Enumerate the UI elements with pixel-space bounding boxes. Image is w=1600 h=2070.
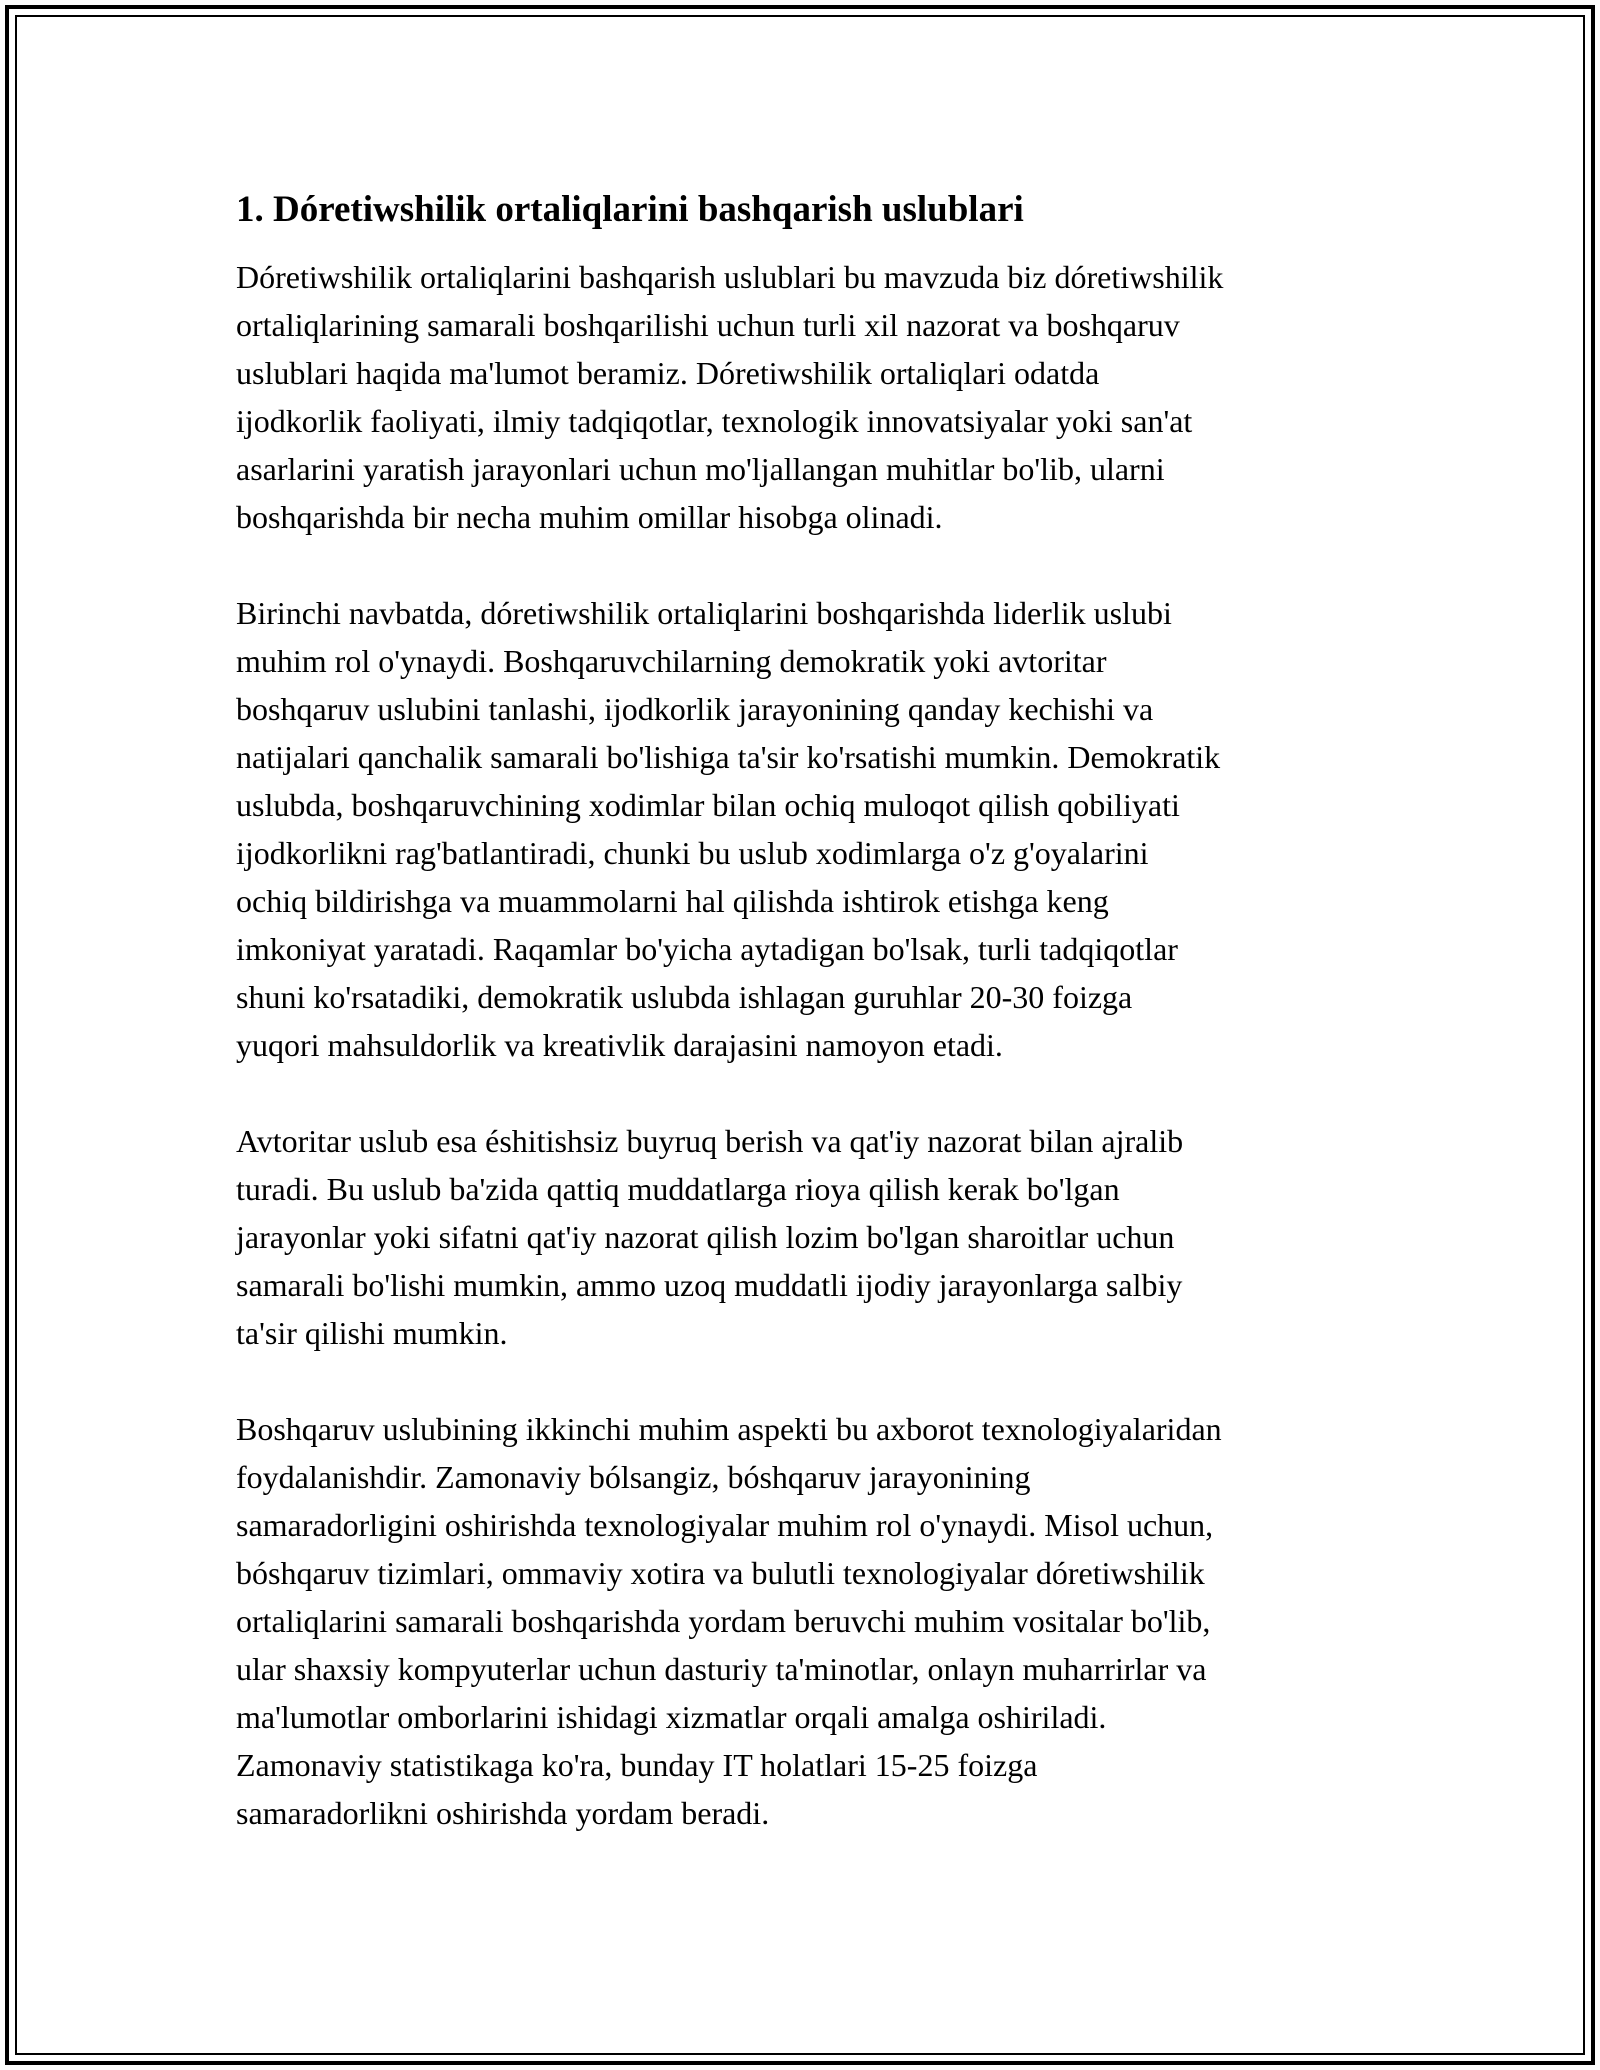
text-line: Zamonaviy statistikaga ko'ra, bunday IT holatlari 15-25 foizga: [236, 1747, 1038, 1783]
text-line: Avtoritar uslub esa éshitishsiz buyruq berish va qat'iy nazorat bilan ajralib: [236, 1123, 1184, 1159]
text-line: samaradorlikni oshirishda yordam beradi.: [236, 1795, 770, 1831]
text-line: samaradorligini oshirishda texnologiyalar muhim rol o'ynaydi. Misol uchun,: [236, 1507, 1214, 1543]
text-line: imkoniyat yaratadi. Raqamlar bo'yicha aytadigan bo'lsak, turli tadqiqotlar: [236, 931, 1178, 967]
text-line: ortaliqlarining samarali boshqarilishi uchun turli xil nazorat va boshqaruv: [236, 307, 1180, 343]
text-line: Boshqaruv uslubining ikkinchi muhim aspekti bu axborot texnologiyalaridan: [236, 1411, 1222, 1447]
text-line: muhim rol o'ynaydi. Boshqaruvchilarning demokratik yoki avtoritar: [236, 643, 1107, 679]
text-line: asarlarini yaratish jarayonlari uchun mo'ljallangan muhitlar bo'lib, ularni: [236, 451, 1165, 487]
text-line: ular shaxsiy kompyuterlar uchun dasturiy ta'minotlar, onlayn muharrirlar va: [236, 1651, 1207, 1687]
text-line: shuni ko'rsatadiki, demokratik uslubda ishlagan guruhlar 20-30 foizga: [236, 979, 1133, 1015]
section-heading: 1. Dóretiwshilik ortaliqlarini bashqarish uslublari: [236, 189, 1024, 230]
text-line: Dóretiwshilik ortaliqlarini bashqarish uslublari bu mavzuda biz dóretiwshilik: [236, 259, 1224, 295]
text-line: yuqori mahsuldorlik va kreativlik darajasini namoyon etadi.: [236, 1027, 1003, 1063]
paragraph-3: [236, 1117, 1376, 1357]
text-line: ortaliqlarini samarali boshqarishda yordam beruvchi muhim vositalar bo'lib,: [236, 1603, 1211, 1639]
text-line: boshqarishda bir necha muhim omillar hisobga olinadi.: [236, 499, 943, 535]
text-line: jarayonlar yoki sifatni qat'iy nazorat qilish lozim bo'lgan sharoitlar uchun: [236, 1219, 1175, 1255]
text-line: ijodkorlikni rag'batlantiradi, chunki bu uslub xodimlarga o'z g'oyalarini: [236, 835, 1149, 871]
text-line: foydalanishdir. Zamonaviy bólsangiz, bóshqaruv jarayonining: [236, 1459, 1031, 1495]
text-line: ta'sir qilishi mumkin.: [236, 1315, 508, 1351]
text-line: turadi. Bu uslub ba'zida qattiq muddatlarga rioya qilish kerak bo'lgan: [236, 1171, 1120, 1207]
text-line: ma'lumotlar omborlarini ishidagi xizmatlar orqali amalga oshiriladi.: [236, 1699, 1107, 1735]
paragraph-1: [236, 253, 1376, 541]
document-body: [236, 186, 1376, 1885]
paragraph-2: [236, 589, 1376, 1069]
paragraph-4: [236, 1405, 1376, 1837]
text-line: uslublari haqida ma'lumot beramiz. Dóretiwshilik ortaliqlari odatda: [236, 355, 1100, 391]
text-line: natijalari qanchalik samarali bo'lishiga ta'sir ko'rsatishi mumkin. Demokratik: [236, 739, 1221, 775]
text-line: boshqaruv uslubini tanlashi, ijodkorlik jarayonining qanday kechishi va: [236, 691, 1154, 727]
text-line: ijodkorlik faoliyati, ilmiy tadqiqotlar, texnologik innovatsiyalar yoki san'at: [236, 403, 1193, 439]
text-line: samarali bo'lishi mumkin, ammo uzoq muddatli ijodiy jarayonlarga salbiy: [236, 1267, 1183, 1303]
text-line: Birinchi navbatda, dóretiwshilik ortaliqlarini boshqarishda liderlik uslubi: [236, 595, 1172, 631]
text-line: uslubda, boshqaruvchining xodimlar bilan ochiq muloqot qilish qobiliyati: [236, 787, 1180, 823]
text-line: bóshqaruv tizimlari, ommaviy xotira va bulutli texnologiyalar dóretiwshilik: [236, 1555, 1205, 1591]
text-line: ochiq bildirishga va muammolarni hal qilishda ishtirok etishga keng: [236, 883, 1109, 919]
